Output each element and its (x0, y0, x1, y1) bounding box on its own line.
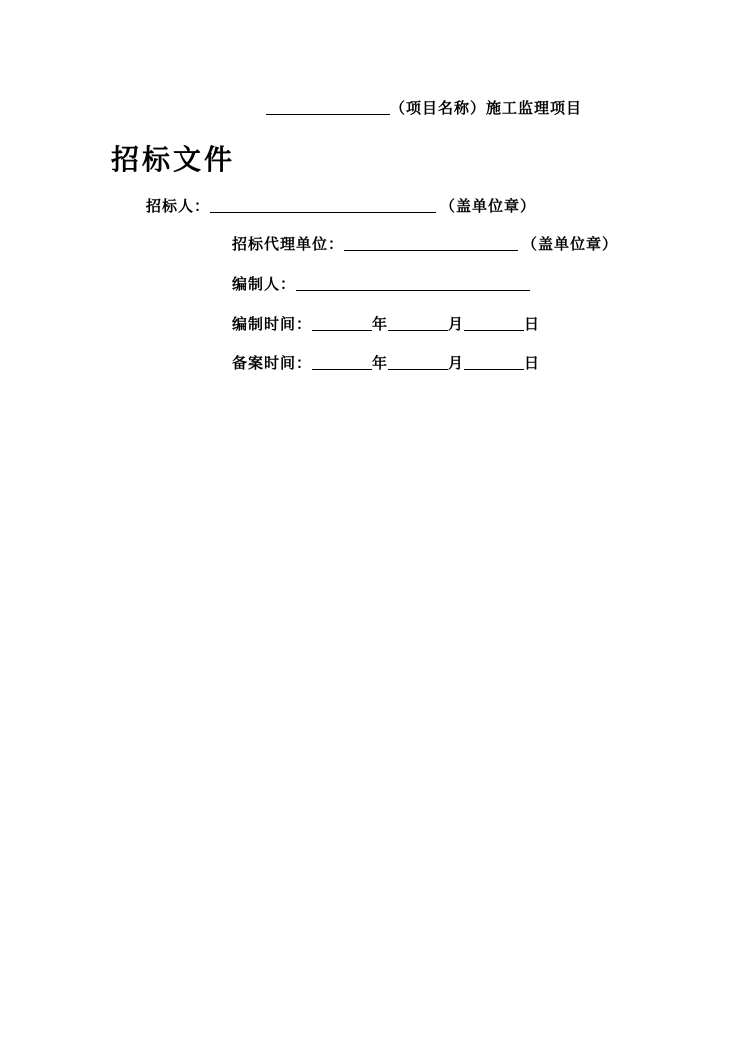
project-name-line (266, 97, 582, 118)
record-time-line (232, 352, 540, 373)
record-year-blank[interactable] (312, 368, 372, 370)
compile-day-blank[interactable] (464, 329, 524, 331)
project-name-blank[interactable] (266, 113, 390, 115)
compile-month-label: 月 (448, 315, 465, 333)
tenderer-blank[interactable] (210, 211, 436, 213)
record-year-label: 年 (372, 354, 389, 372)
agent-blank[interactable] (344, 249, 518, 251)
agent-label: 招标代理单位： (232, 235, 345, 253)
preparer-label: 编制人： (232, 275, 297, 293)
project-name-suffix: （项目名称）施工监理项目 (390, 99, 583, 117)
record-day-label: 日 (524, 354, 541, 372)
agent-line (232, 233, 618, 254)
compile-time-line (232, 313, 540, 334)
compile-year-label: 年 (372, 315, 389, 333)
compile-day-label: 日 (524, 315, 541, 333)
preparer-blank[interactable] (296, 289, 530, 291)
preparer-line (232, 273, 530, 294)
tenderer-line (146, 195, 536, 216)
record-time-label: 备案时间： (232, 354, 313, 372)
tenderer-label: 招标人： (146, 197, 211, 215)
record-month-blank[interactable] (388, 368, 448, 370)
record-day-blank[interactable] (464, 368, 524, 370)
compile-year-blank[interactable] (312, 329, 372, 331)
tenderer-seal-note: （盖单位章） (440, 197, 537, 215)
compile-month-blank[interactable] (388, 329, 448, 331)
compile-time-label: 编制时间： (232, 315, 313, 333)
agent-seal-note: （盖单位章） (522, 235, 619, 253)
page-title: 招标文件 (111, 143, 236, 176)
record-month-label: 月 (448, 354, 465, 372)
